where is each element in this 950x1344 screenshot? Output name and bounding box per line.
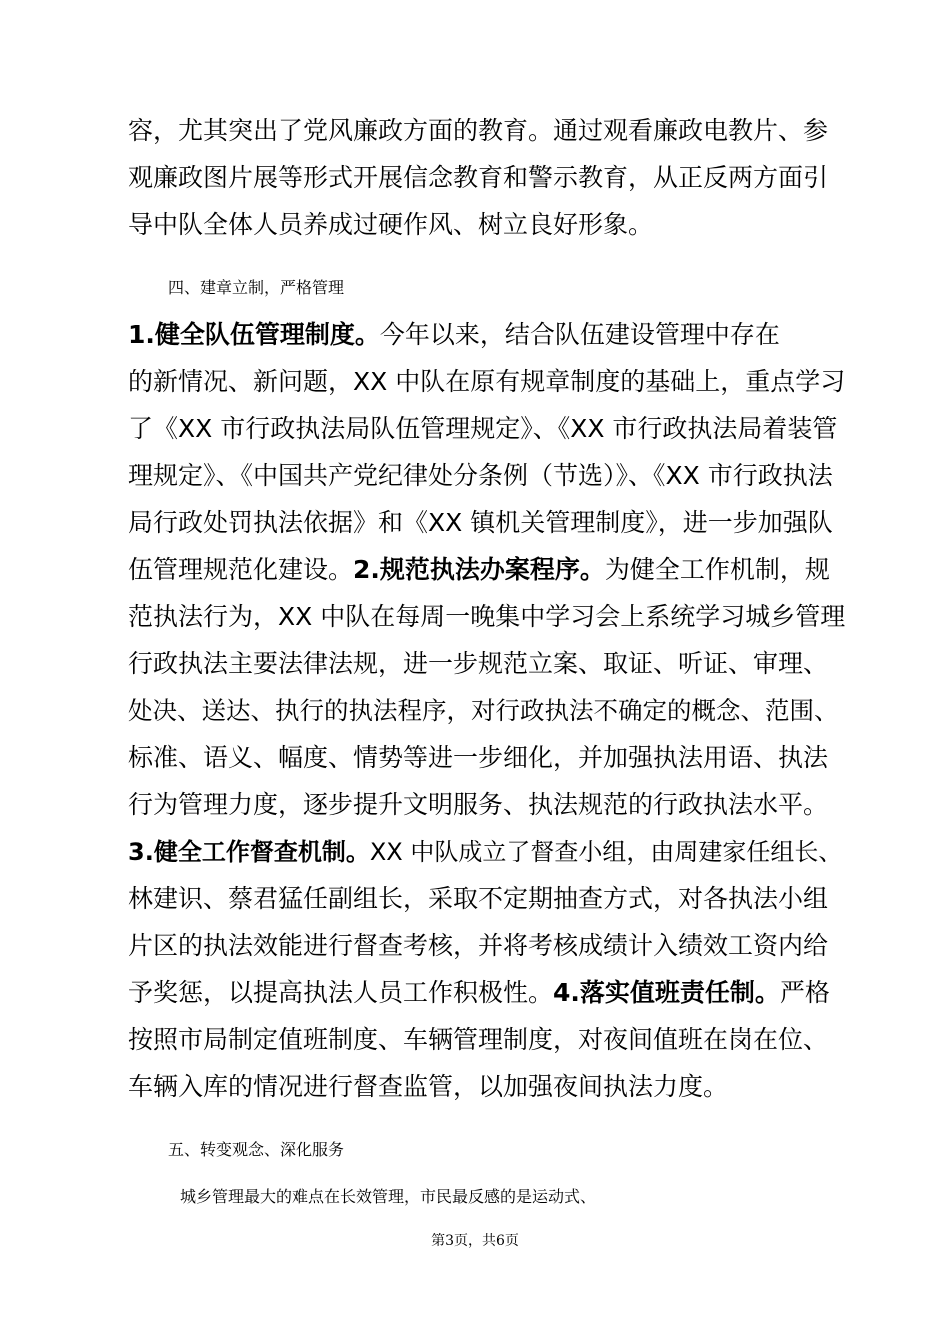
page-footer: 第3页，共6页 (431, 1233, 519, 1249)
text-segment: 予奖惩，以提高执法人员工作积极性。 (128, 978, 554, 1007)
text-line (128, 647, 852, 681)
text-segment: 行为管理力度，逐步提升文明服务、执法规范的行政执法水平。 (128, 790, 829, 819)
text-line (128, 365, 852, 399)
text-line (128, 114, 852, 148)
text-line (128, 161, 852, 195)
text-segment: 今年以来，结合队伍建设管理中存在 (379, 320, 780, 349)
text-segment: 行政执法主要法律法规，进一步规范立案、取证、听证、审理、 (128, 649, 829, 678)
text-line (128, 506, 852, 540)
text-segment: 按照市局制定值班制度、车辆管理制度，对夜间值班在岗在位、 (128, 1025, 829, 1054)
text-segment: 理规定》、《中国共产党纪律处分条例（节选）》、《XX 市行政执法 (128, 461, 833, 490)
text-segment: 为健全工作机制，规 (604, 555, 830, 584)
text-line (128, 459, 852, 493)
text-segment: 导中队全体人员养成过硬作风、树立良好形象。 (128, 210, 654, 239)
text-segment: 了《XX 市行政执法局队伍管理规定》、《XX 市行政执法局着装管 (128, 414, 838, 443)
bold-lead-phrase: 4.落实值班责任制。 (553, 978, 780, 1007)
text-segment: 标准、语义、幅度、情势等进一步细化，并加强执法用语、执法 (128, 743, 829, 772)
section-heading (168, 271, 892, 305)
section-heading (168, 1133, 892, 1167)
text-line (128, 882, 852, 916)
text-segment: 五、转变观念、深化服务 (168, 1140, 345, 1159)
text-segment: 处决、送达、执行的执法程序，对行政执法不确定的概念、范围、 (128, 696, 839, 725)
text-segment: 片区的执法效能进行督查考核，并将考核成绩计入绩效工资内给 (128, 931, 829, 960)
text-segment: 的新情况、新问题，XX 中队在原有规章制度的基础上，重点学习 (128, 367, 846, 396)
text-line (128, 835, 852, 869)
text-segment: 四、建章立制，严格管理 (168, 278, 345, 297)
text-segment: 范执法行为，XX 中队在每周一晚集中学习会上系统学习城乡管理 (128, 602, 846, 631)
text-segment: 局行政处罚执法依据》和《XX 镇机关管理制度》，进一步加强队 (128, 508, 833, 537)
bold-lead-phrase: 2.规范执法办案程序。 (353, 555, 605, 584)
text-segment: 容，尤其突出了党风廉政方面的教育。通过观看廉政电教片、参 (128, 116, 829, 145)
text-segment: 城乡管理最大的难点在长效管理，市民最反感的是运动式、 (180, 1187, 597, 1206)
text-line (128, 1070, 852, 1104)
text-line (128, 553, 852, 587)
text-segment: 车辆入库的情况进行督查监管，以加强夜间执法力度。 (128, 1072, 729, 1101)
text-line (128, 694, 852, 728)
text-line (128, 976, 852, 1010)
text-line (128, 412, 852, 446)
text-line (128, 788, 852, 822)
text-segment: 严格 (779, 978, 830, 1007)
text-line (128, 600, 852, 634)
text-line (180, 1180, 904, 1214)
text-line (128, 741, 852, 775)
text-segment: 林建识、蔡君猛任副组长，采取不定期抽查方式，对各执法小组 (128, 884, 829, 913)
bold-lead-phrase: 3.健全工作督查机制。 (128, 838, 370, 866)
text-segment: 观廉政图片展等形式开展信念教育和警示教育，从正反两方面引 (128, 163, 829, 192)
bold-lead-phrase: 1.健全队伍管理制度。 (128, 320, 380, 349)
text-line (128, 208, 852, 242)
text-line (128, 929, 852, 963)
text-segment: 伍管理规范化建设。 (128, 555, 354, 584)
text-line (128, 318, 852, 352)
text-line (128, 1023, 852, 1057)
text-segment: XX 中队成立了督查小组，由周建家任组长、 (369, 838, 843, 866)
